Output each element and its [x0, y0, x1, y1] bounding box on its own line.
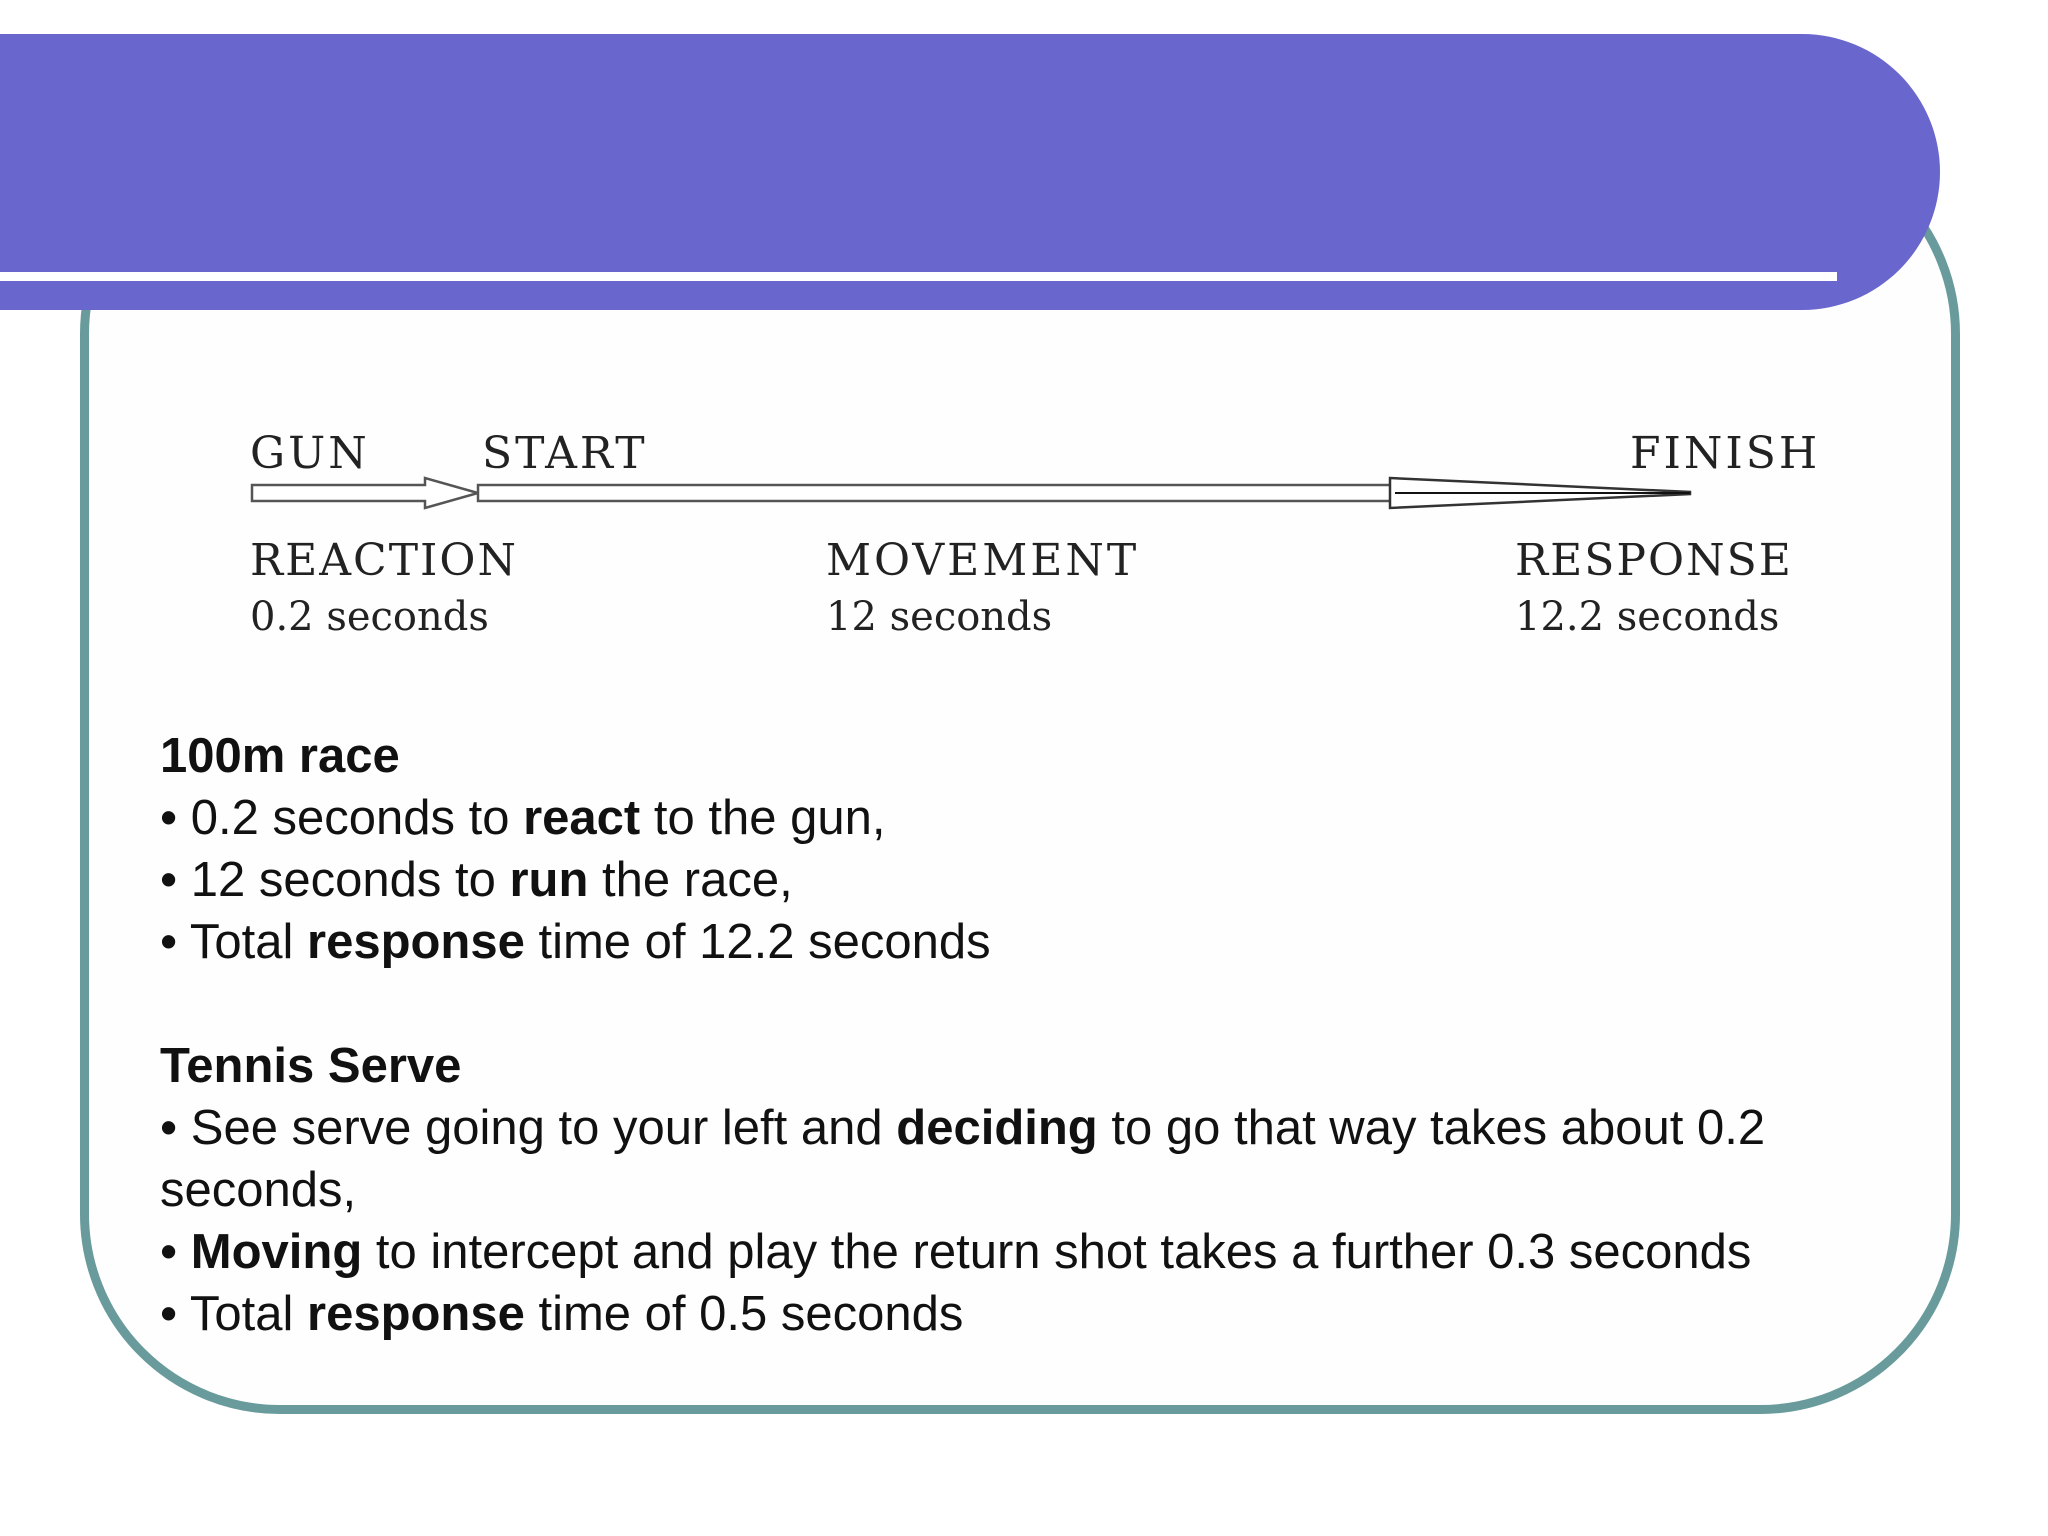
gun-label: GUN: [250, 428, 370, 479]
movement-track: [478, 485, 1393, 501]
finish-label: FINISH: [1630, 428, 1821, 479]
movement-time: 12 seconds: [826, 594, 1053, 640]
tennis-line-moving: • Moving to intercept and play the return shot takes a further 0.3 seconds: [160, 1225, 1752, 1279]
race-line-run: • 12 seconds to run the race,: [160, 853, 793, 907]
response-label: RESPONSE: [1515, 535, 1793, 586]
reaction-label: REACTION: [250, 535, 518, 586]
race-line-react: • 0.2 seconds to react to the gun,: [160, 791, 886, 845]
tennis-title: Tennis Serve: [160, 1039, 462, 1093]
race-line-total: • Total response time of 12.2 seconds: [160, 915, 991, 969]
slide-content: [160, 725, 1900, 1345]
response-time-diagram: [0, 0, 2048, 700]
tennis-line-total: • Total response time of 0.5 seconds: [160, 1287, 964, 1341]
start-label: START: [482, 428, 648, 479]
tennis-line-deciding: • See serve going to your left and deciding to go that way takes about 0.2 seconds,: [160, 1101, 1766, 1217]
reaction-time: 0.2 seconds: [250, 594, 489, 640]
race-title: 100m race: [160, 729, 400, 783]
reaction-arrow: [252, 478, 478, 508]
response-time: 12.2 seconds: [1515, 594, 1780, 640]
movement-label: MOVEMENT: [826, 535, 1140, 586]
